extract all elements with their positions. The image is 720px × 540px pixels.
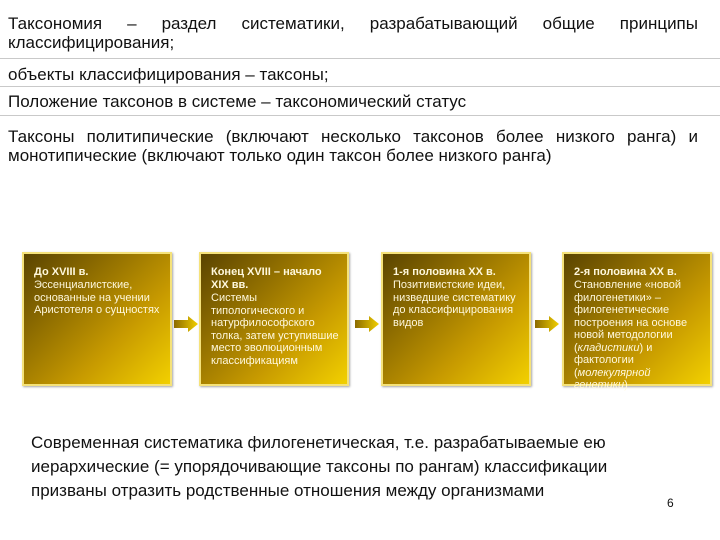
definition-politypic: Таксоны политипические (включают несколько таксонов более низкого ранга) и монотипические (включают только один таксон более низкого ранга) [8, 127, 698, 165]
arrow-right-icon [535, 316, 559, 332]
period-text: Позитивистские идеи, низведшие систематику до классифицирования видов [393, 279, 516, 329]
period-title: До XVIII в. [34, 266, 89, 278]
period-box-pre-18th [22, 252, 172, 386]
definition-taxonomy: Таксономия – раздел систематики, разрабатывающий общие принципы классифицирования; [8, 14, 698, 52]
conclusion-text: Современная систематика филогенетическая, т.е. разрабатываемые ею иерархические (= упорядочивающие таксоны по рангам) классификации призваны отразить родственные отношения между организмами [31, 433, 608, 500]
arrow-right-icon [174, 316, 198, 332]
period-text: Эссенциалистские, основанные на учении Аристотеля о сущностях [34, 279, 160, 316]
period-text: Системы типологического и натурфилософского толка, затем уступившие место эволюционным классификациям [211, 292, 339, 367]
separator [0, 115, 720, 116]
page-number: 6 [667, 496, 674, 510]
period-box-early-20th [381, 252, 531, 386]
arrow-right-icon [355, 316, 379, 332]
period-title: 2-я половина XX в. [574, 266, 677, 278]
period-box-late-18th [199, 252, 349, 386]
definition-taxa: объекты классифицирования – таксоны; [8, 65, 329, 84]
molecular-genetics-term: молекулярной генетики [574, 366, 651, 391]
separator [0, 58, 720, 59]
period-title: 1-я половина XX в. [393, 266, 496, 278]
definition-status: Положение таксонов в системе – таксономический статус [8, 92, 467, 111]
cladistics-term: кладистики [577, 341, 640, 354]
separator [0, 86, 720, 87]
period-text: Становление «новой филогенетики» – филогенетические построения на основе новой методологии (кладистики) и фактологии (молекулярной генетики) [574, 279, 688, 391]
period-title: Конец XVIII – начало XIX вв. [211, 266, 322, 291]
period-box-late-20th [562, 252, 712, 391]
